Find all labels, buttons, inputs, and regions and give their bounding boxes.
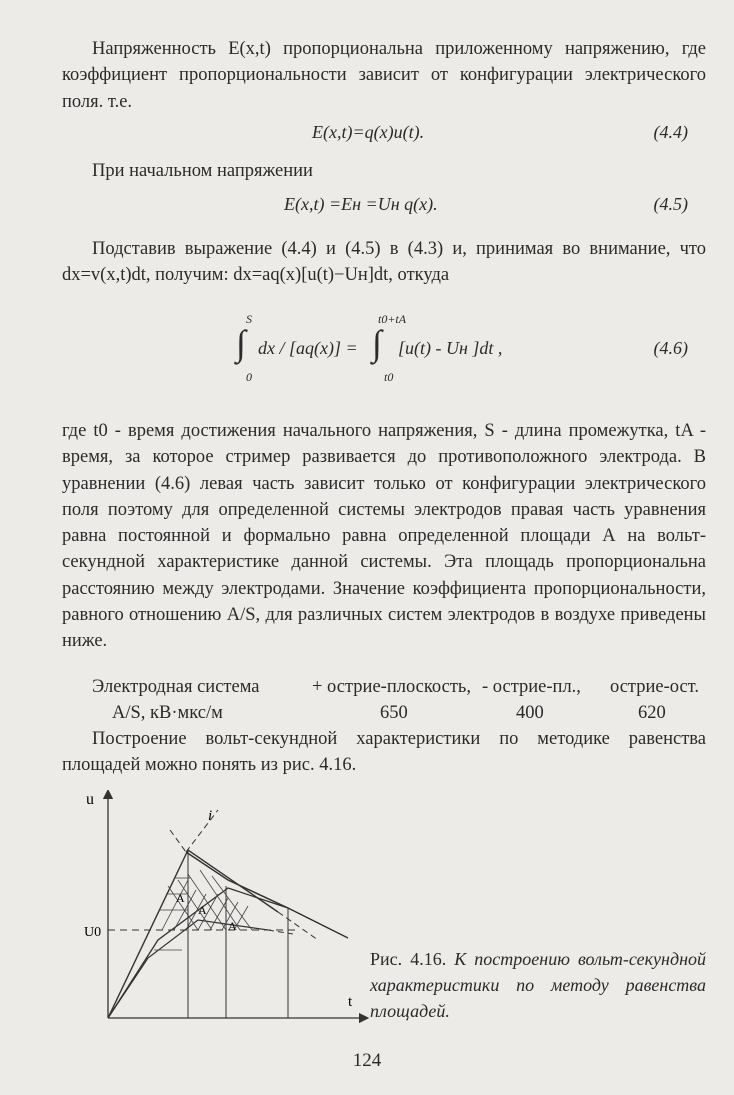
integral-lower-limit-right: t0 bbox=[384, 370, 394, 384]
curve-label: i bbox=[208, 808, 213, 824]
equation-4-4-number: (4.4) bbox=[653, 122, 688, 142]
wave-1-tail bbox=[278, 912, 318, 940]
equation-4-6-left-side: dx / [aq(x)] = bbox=[258, 338, 358, 358]
paragraph-substitution: Подставив выражение (4.4) и (4.5) в (4.3) и, принимая во внимание, что dx=v(x,t)dt, получим: dx=aq(x)[u(t)−Uн]dt, откуда bbox=[62, 239, 706, 286]
equation-4-6-right-side: [u(t) - Uн ]dt , bbox=[398, 338, 503, 358]
figure-caption-prefix: Рис. 4.16. bbox=[370, 949, 447, 969]
paragraph-field-strength: Напряженность E(x,t) пропорциональна приложенному напряжению, где коэффициент пропорциональности зависит от конфигурации электрического поля. т.е. bbox=[62, 39, 706, 112]
figure-caption-text: К построению вольт-секундной характеристики по методу равенства площадей. bbox=[370, 949, 707, 1021]
area-label-2: A bbox=[198, 903, 207, 917]
integral-sign-left: ∫ bbox=[236, 323, 246, 363]
table-cell-value-1: 650 bbox=[380, 703, 408, 723]
paragraph-construction: Построение вольт-секундной характеристики по методике равенства площадей можно понять из рис. 4.16. bbox=[62, 729, 706, 776]
equation-4-5-formula: E(x,t) =Eн =Uн q(x). bbox=[284, 194, 438, 214]
equation-4-4 bbox=[0, 122, 734, 150]
equation-4-6-number: (4.6) bbox=[653, 338, 688, 358]
table-cell-plus-point-plane: + острие-плоскость, bbox=[312, 677, 471, 697]
table-cell-minus-point-plane: - острие-пл., bbox=[482, 677, 581, 697]
table-cell-value-3: 620 bbox=[638, 703, 666, 723]
integral-lower-limit-left: 0 bbox=[246, 370, 252, 384]
table-cell-value-2: 400 bbox=[516, 703, 544, 723]
figure-caption bbox=[370, 946, 706, 1024]
equation-4-5-number: (4.5) bbox=[653, 194, 688, 214]
figure-4-16 bbox=[78, 790, 370, 1030]
area-label-3: A bbox=[228, 919, 237, 933]
y-axis-label: u bbox=[86, 791, 94, 808]
equation-4-6 bbox=[0, 308, 734, 392]
table-cell-header: Электродная система bbox=[92, 677, 260, 697]
integral-upper-limit-right: t0+tA bbox=[378, 312, 407, 326]
wave-3-tail bbox=[268, 930, 293, 934]
equation-4-5 bbox=[0, 194, 734, 222]
page-number: 124 bbox=[352, 1050, 382, 1071]
paragraph-initial-voltage: При начальном напряжении bbox=[92, 161, 313, 181]
area-label-1: A bbox=[176, 891, 185, 905]
u0-label: U0 bbox=[84, 925, 102, 940]
x-axis-label: t bbox=[348, 994, 353, 1010]
table-cell-unit: A/S, кВ·мкс/м bbox=[112, 703, 223, 723]
paragraph-explanation: где t0 - время достижения начального напряжения, S - длина промежутка, tA - время, за которое стример развивается до противоположного электрода. В уравнении (4.6) левая часть зависит только от конфигурации электрического поля поэтому для определенной системы электродов правая часть уравнения равна постоянной и формально равна определенной площади А на вольт-секундной характеристике данной системы. Эта площадь пропорциональна расстоянию между электродами. Значение коэффициента пропорциональности, равного отношению A/S, для различных систем электродов в воздухе приведены ниже. bbox=[62, 421, 706, 652]
equation-4-4-formula: E(x,t)=q(x)u(t). bbox=[312, 122, 425, 142]
integral-sign-right: ∫ bbox=[372, 323, 382, 363]
integral-upper-limit-left: S bbox=[246, 312, 252, 326]
wave-1 bbox=[108, 850, 278, 1018]
table-cell-point-point: острие-ост. bbox=[610, 677, 699, 697]
